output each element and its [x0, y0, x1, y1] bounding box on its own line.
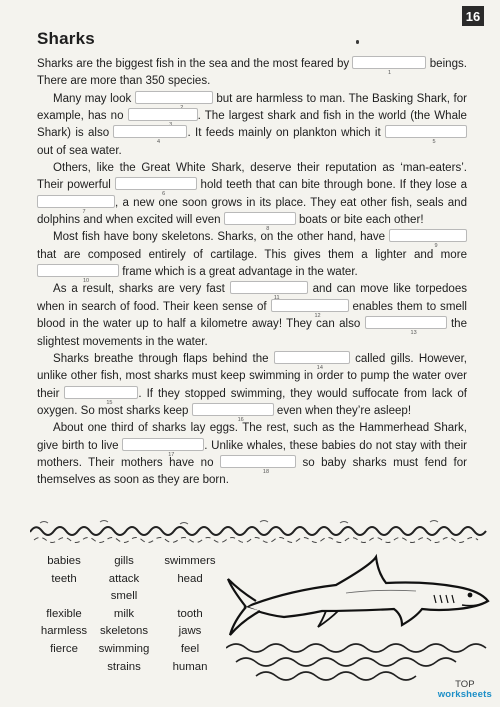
- word-bank-row: [36, 659, 226, 677]
- word-bank-row: [36, 588, 226, 606]
- blank-number: 12: [314, 312, 321, 319]
- word-bank: [36, 553, 226, 676]
- answer-blank-15[interactable]: [64, 386, 138, 406]
- word-bank-word: teeth: [51, 572, 77, 585]
- passage-fragment: , a new one soon grows in its place. They eat other fish, seals and dolphins and when excited will even: [37, 196, 467, 227]
- answer-blank-17[interactable]: [122, 438, 204, 458]
- passage-fragment: out of sea water.: [37, 144, 122, 157]
- answer-blank-1[interactable]: [352, 56, 426, 76]
- answer-blank-5[interactable]: [385, 125, 467, 146]
- blank-number: 7: [82, 208, 86, 215]
- worksheet-title: Sharks: [37, 29, 95, 48]
- blank-number: 1: [387, 70, 391, 76]
- answer-blank-4[interactable]: [113, 125, 187, 146]
- word-bank-word: milk: [113, 607, 135, 620]
- paragraph: [37, 160, 467, 233]
- word-bank-row: [36, 571, 226, 589]
- answer-blank-11[interactable]: [230, 281, 308, 294]
- blank-number: 5: [432, 139, 436, 146]
- answer-blank-10[interactable]: [37, 264, 119, 285]
- paragraph: [37, 351, 467, 423]
- passage-fragment: Sharks are the biggest fish in the sea and the most feared by: [37, 58, 353, 70]
- word-bank-word: feel: [180, 642, 200, 655]
- answer-blank-9[interactable]: [389, 229, 467, 250]
- passage-fragment: and can move like torpedoes when in search of food. Their keen sense of: [37, 283, 468, 313]
- paragraph: [37, 281, 467, 350]
- blank-number: 8: [266, 226, 270, 233]
- logo-bottom-text: worksheets: [437, 689, 492, 700]
- wave-divider-icon: [30, 519, 490, 545]
- word-bank-word: [36, 588, 92, 606]
- word-bank-word: fierce: [50, 642, 78, 655]
- passage-fragment: enables them to smell blood in the water up to half a kilometre away! They can also: [37, 300, 467, 331]
- word-bank-row: [36, 641, 226, 659]
- word-bank-word: gills: [114, 555, 134, 567]
- word-bank-row: [36, 606, 226, 624]
- passage-fragment: even when they’re asleep!: [273, 404, 412, 417]
- paragraph: [37, 420, 467, 489]
- passage-fragment: Sharks breathe through flaps behind the: [53, 352, 274, 365]
- word-bank-word: smell: [110, 590, 138, 603]
- ink-speck: [356, 40, 359, 44]
- passage-fragment: hold teeth that can bite through bone. If they lose a: [196, 179, 467, 192]
- blank-number: 15: [106, 399, 113, 406]
- passage-fragment: boats or bite each other!: [295, 214, 424, 227]
- word-bank-word: attack: [108, 572, 140, 585]
- page-number-badge: 16: [462, 6, 484, 26]
- answer-blank-18[interactable]: [220, 455, 296, 475]
- answer-blank-7[interactable]: [37, 195, 115, 215]
- word-bank-word: head: [177, 572, 203, 585]
- passage-text: [37, 56, 467, 490]
- passage-fragment: so baby sharks must fend for themselves as soon as they are born.: [37, 456, 467, 487]
- word-bank-word: tooth: [177, 607, 203, 620]
- answer-blank-14[interactable]: [274, 351, 350, 371]
- word-bank-word: swimming: [98, 642, 150, 655]
- logo-top-text: TOP: [455, 679, 475, 690]
- blank-number: 13: [410, 330, 417, 337]
- word-bank-word: [156, 588, 224, 606]
- blank-number: 10: [82, 278, 90, 285]
- word-bank-word: swimmers: [164, 555, 216, 567]
- answer-blank-6[interactable]: [115, 177, 197, 198]
- passage-fragment: . The largest shark and fish in the world (the Whale Shark) is also: [37, 110, 467, 140]
- blank-number: 4: [156, 139, 160, 146]
- paragraph: [37, 91, 467, 160]
- passage-fragment: called gills. However, unlike other fish, most sharks must keep swimming in order to pump the water over their: [37, 352, 467, 400]
- paragraph: [37, 56, 467, 91]
- passage-fragment: frame which is a great advantage in the water.: [119, 266, 358, 279]
- answer-blank-3[interactable]: [128, 108, 198, 121]
- passage-fragment: beings. There are more than 350 species.: [37, 58, 467, 88]
- passage-fragment: that are composed entirely of cartilage. This gives them a lighter and more: [37, 248, 467, 261]
- passage-fragment: the slightest movements in the water.: [37, 318, 467, 348]
- passage-fragment: Many may look: [53, 92, 135, 105]
- word-bank-word: jaws: [178, 625, 202, 638]
- answer-blank-12[interactable]: [271, 299, 349, 319]
- passage-fragment: Most fish have bony skeletons. Sharks, on the other hand, have: [53, 231, 389, 244]
- answer-blank-13[interactable]: [365, 316, 447, 337]
- passage-fragment: Others, like the Great White Shark, deserve their reputation as ‘man-eaters’. Their powerful: [37, 162, 467, 192]
- word-bank-word: strains: [107, 660, 141, 673]
- passage-fragment: but are harmless to man. The Basking Shark, for example, has no: [37, 92, 468, 123]
- blank-number: 6: [162, 191, 166, 198]
- passage-fragment: About one third of sharks lay eggs. The rest, such as the Hammerhead Shark, give birth to live: [37, 422, 467, 452]
- blank-number: 16: [237, 416, 244, 423]
- passage-fragment: As a result, sharks are very fast: [53, 283, 230, 296]
- word-bank-word: flexible: [46, 607, 82, 620]
- word-bank-row: [36, 553, 226, 571]
- answer-blank-16[interactable]: [192, 403, 274, 423]
- blank-number: 14: [316, 364, 323, 371]
- answer-blank-8[interactable]: [224, 212, 296, 233]
- blank-number: 18: [262, 468, 270, 475]
- passage-fragment: . Unlike whales, these babies do not stay with their mothers. Their mothers have no: [37, 439, 467, 469]
- word-bank-word: skeletons: [99, 625, 149, 638]
- topworksheets-logo: [438, 680, 492, 700]
- shark-illustration-icon: [226, 545, 496, 645]
- word-bank-word: [36, 659, 92, 677]
- answer-blank-2[interactable]: [135, 91, 213, 104]
- paragraph: [37, 229, 467, 285]
- blank-number: 17: [168, 451, 175, 458]
- blank-number: 9: [434, 243, 438, 250]
- word-bank-word: human: [172, 660, 208, 673]
- word-bank-word: harmless: [40, 625, 88, 638]
- passage-fragment: . If they stopped swimming, they would suffocate from lack of oxygen. So most sharks keep: [37, 387, 467, 417]
- passage-fragment: . It feeds mainly on plankton which it: [187, 127, 385, 140]
- word-bank-word: babies: [47, 555, 81, 567]
- word-bank-row: [36, 623, 226, 641]
